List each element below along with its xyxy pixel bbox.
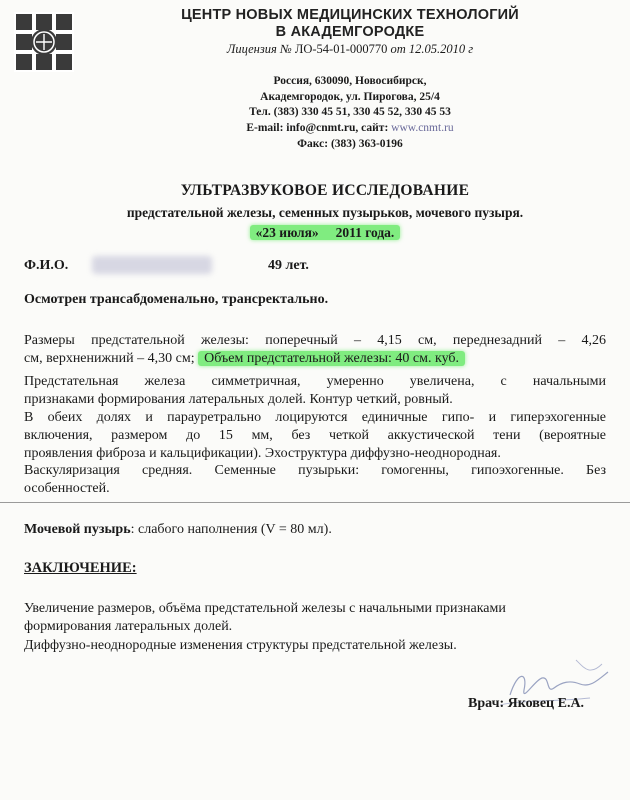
exam-method: Осмотрен трансабдоменально, трансректально. (24, 292, 329, 307)
phone-line: Тел. (383) 330 45 51, 330 45 52, 330 45 53 (249, 106, 451, 118)
document-title: УЛЬТРАЗВУКОВОЕ ИССЛЕДОВАНИЕ (180, 182, 470, 199)
page-fold-line (0, 502, 630, 503)
org-name-line2: В АКАДЕМГОРОДКЕ (275, 24, 425, 40)
conclusion-text: Увеличение размеров, объёма предстательной железы с начальными признаками формирования латеральных долей. (24, 601, 506, 634)
document-subtitle: предстательной железы, семенных пузырьков, мочевого пузыря. (126, 205, 524, 220)
findings-symmetry: Предстательная железа симметричная, умеренно увеличена, с начальными признаками формирования латеральных долей. Контур четкий, ровный. (24, 374, 606, 407)
bladder-finding: Мочевой пузырь: слабого наполнения (V = 80 мл). (24, 522, 332, 537)
fio-label: Ф.И.О. (24, 258, 69, 273)
findings-inclusions: В обеих долях и парауретрально лоцируются единичные гипо- и гиперэхогенные включения, размером до 15 мм, без четкой аккустической тени (вероятные проявления фиброза и кальцификации). Эхоструктура диффузно-неоднородная. (24, 410, 606, 461)
patient-age: 49 лет. (268, 258, 309, 273)
address-line2: Академгородок, ул. Пирогова, 25/4 (260, 91, 440, 103)
email-line: E-mail: info@cnmt.ru, сайт: www.cnmt.ru (246, 122, 454, 134)
conclusion-title: ЗАКЛЮЧЕНИЕ: (24, 560, 137, 576)
fax-line: Факс: (383) 363-0196 (297, 138, 403, 150)
document-date: «23 июля» 2011 года. (30, 225, 620, 241)
findings-vascularization: Васкуляризация средняя. Семенные пузырьки: гомогенны, гипоэхогенные. Без особенностей. (24, 463, 606, 496)
clinic-logo (14, 12, 74, 72)
volume-highlight: Объем предстательной железы: 40 см. куб. (198, 351, 465, 366)
doctor-name: Врач: Яковец Е.А. (468, 696, 585, 711)
license-line: Лицензия № ЛО-54-01-000770 от 12.05.2010 г (226, 42, 474, 56)
conclusion-diffuse: Диффузно-неоднородные изменения структуры предстательной железы. (24, 638, 457, 653)
website-link[interactable]: www.cnmt.ru (391, 122, 454, 134)
redacted-patient-name (92, 256, 212, 274)
org-name-line1: ЦЕНТР НОВЫХ МЕДИЦИНСКИХ ТЕХНОЛОГИЙ (181, 7, 519, 23)
findings-sizes: Размеры предстательной железы: поперечный – 4,15 см, переднезадний – 4,26 см, верхненижний – 4,30 см; Объем предстательной железы: 40 см. куб. (24, 333, 606, 366)
address-line1: Россия, 630090, Новосибирск, (273, 75, 427, 87)
